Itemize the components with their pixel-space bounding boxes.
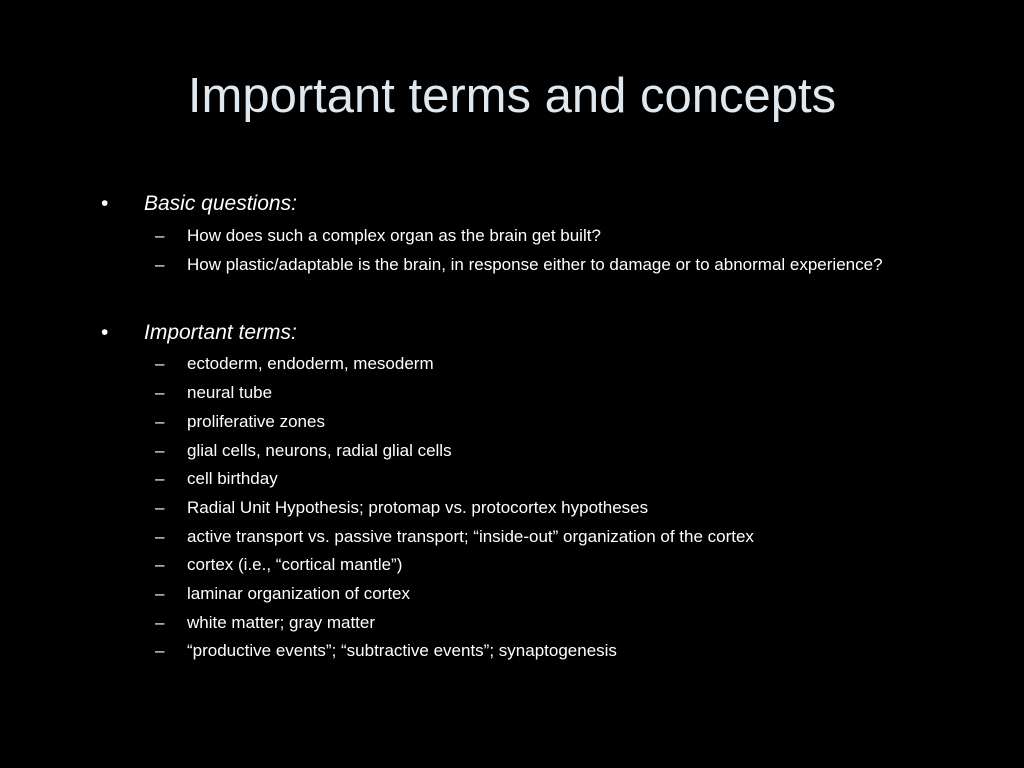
slide-title: Important terms and concepts bbox=[187, 69, 837, 123]
dash-marker: – bbox=[155, 469, 165, 488]
list-item-text: laminar organization of cortex bbox=[187, 584, 411, 603]
list-item-text: neural tube bbox=[187, 383, 273, 402]
bullet-marker: • bbox=[101, 192, 109, 215]
dash-marker: – bbox=[155, 383, 165, 402]
list-item-text: How does such a complex organ as the brain get built? bbox=[187, 226, 601, 245]
dash-marker: – bbox=[155, 555, 165, 574]
list-item-text: ectoderm, endoderm, mesoderm bbox=[187, 354, 434, 373]
dash-marker: – bbox=[155, 527, 165, 546]
list-item-text: active transport vs. passive transport; “inside-out” organization of the cortex bbox=[187, 527, 754, 546]
dash-marker: – bbox=[155, 226, 165, 245]
dash-marker: – bbox=[155, 641, 165, 660]
dash-marker: – bbox=[155, 584, 165, 603]
dash-marker: – bbox=[155, 613, 165, 632]
list-item-text: cell birthday bbox=[187, 469, 278, 488]
list-item-text: cortex (i.e., “cortical mantle”) bbox=[187, 555, 403, 574]
list-item-text: “productive events”; “subtractive events”; synaptogenesis bbox=[187, 641, 617, 660]
bullet-marker: • bbox=[101, 321, 109, 344]
dash-marker: – bbox=[155, 255, 165, 274]
dash-marker: – bbox=[155, 412, 165, 431]
section-heading: Basic questions: bbox=[144, 192, 297, 215]
dash-marker: – bbox=[155, 354, 165, 373]
section-heading: Important terms: bbox=[144, 321, 297, 344]
list-item-text: white matter; gray matter bbox=[187, 613, 376, 632]
list-item-text: proliferative zones bbox=[187, 412, 325, 431]
list-item-text: Radial Unit Hypothesis; protomap vs. protocortex hypotheses bbox=[187, 498, 649, 517]
list-item-text: glial cells, neurons, radial glial cells bbox=[187, 441, 452, 460]
dash-marker: – bbox=[155, 441, 165, 460]
dash-marker: – bbox=[155, 498, 165, 517]
list-item-text: How plastic/adaptable is the brain, in response either to damage or to abnormal experience? bbox=[187, 255, 883, 274]
